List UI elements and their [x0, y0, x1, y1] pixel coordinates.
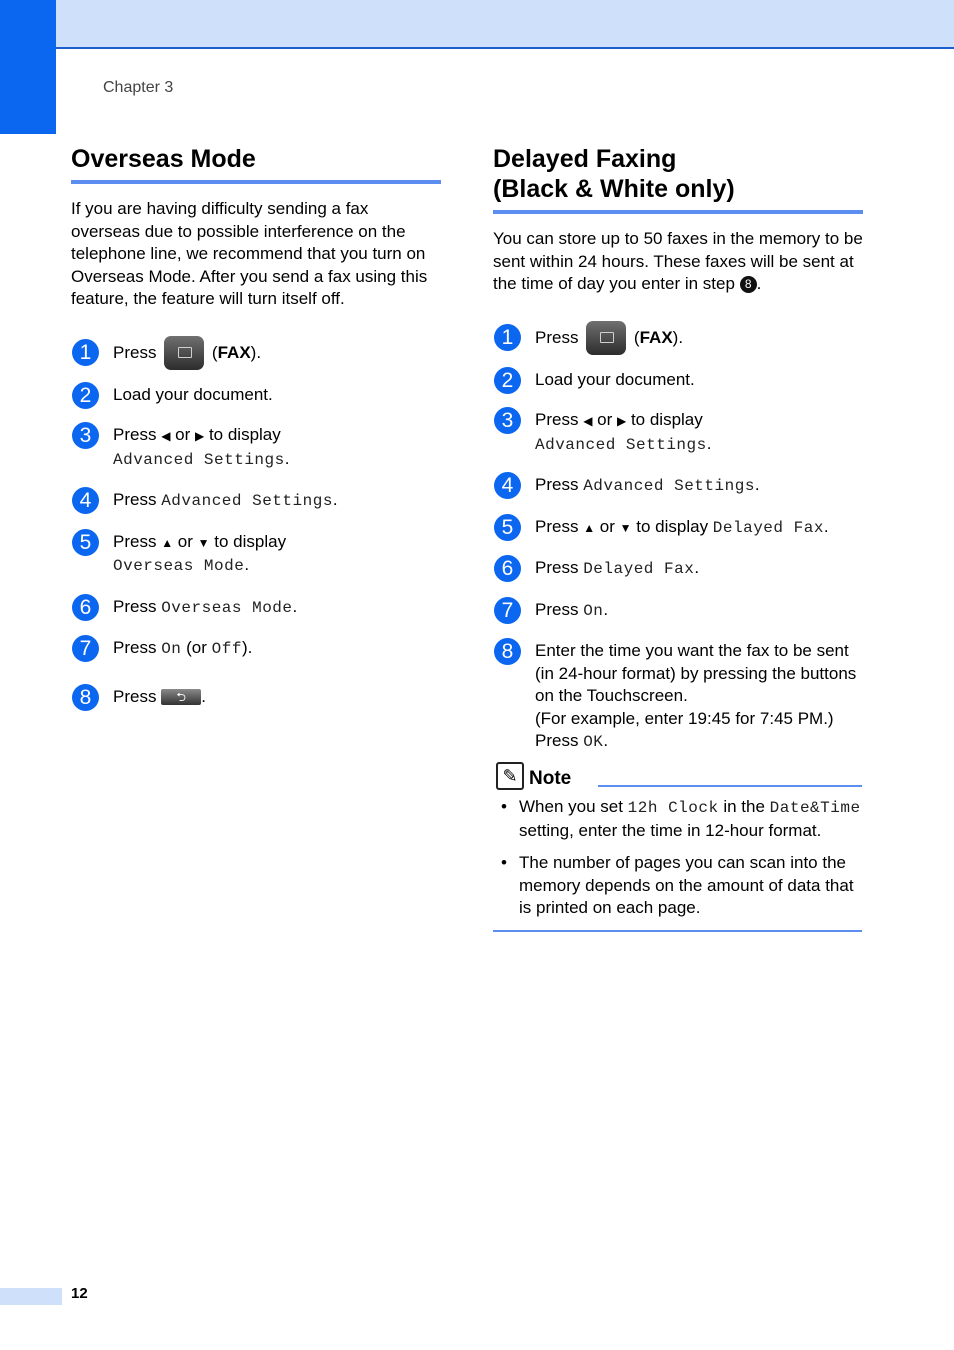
note-item: • When you set 12h Clock in the Date&Time setting, enter the time in 12-hour format. — [501, 797, 861, 840]
note-title: Note — [529, 768, 572, 789]
overseas-intro: If you are having difficulty sending a fax overseas due to possible interference on the telephone line, we recommend that you turn on Overseas Mode. After you send a fax using this feature, the feature will turn itself off. — [71, 199, 428, 308]
step-ref-badge: 8 — [740, 276, 757, 293]
left-arrow-icon: ◀ — [161, 429, 171, 443]
down-arrow-icon: ▼ — [619, 520, 632, 535]
step-2: 2 Load your document. — [493, 369, 863, 392]
delayed-faxing-section — [493, 144, 863, 754]
note-bottom-rule — [493, 930, 862, 932]
step-3: 3 Press ◀ or ▶ to display Advanced Settings. — [493, 409, 863, 456]
step-8: 8 Enter the time you want the fax to be sent (in 24-hour format) by pressing the buttons on the Touchscreen. (For example, enter 19:45 for 7:45 PM.) Press OK. — [493, 640, 863, 754]
step-7: 7 Press On. — [493, 599, 863, 623]
right-arrow-icon: ▶ — [616, 414, 627, 428]
fax-button-icon — [164, 336, 204, 370]
note-box — [493, 760, 862, 932]
down-arrow-icon: ▼ — [197, 535, 210, 550]
chapter-label: Chapter 3 — [103, 79, 174, 96]
note-pencil-icon: ✎ — [496, 762, 524, 790]
step-1: 1 Press (FAX). — [71, 335, 441, 371]
step-5: 5 Press ▲ or ▼ to display Delayed Fax. — [493, 516, 863, 540]
delayed-steps — [493, 320, 863, 754]
note-header — [493, 760, 862, 796]
chapter-tab — [0, 0, 56, 134]
step-1: 1 Press (FAX). — [493, 320, 863, 356]
section-title-overseas: Overseas Mode — [71, 145, 256, 173]
fax-button-icon — [586, 321, 626, 355]
overseas-mode-section — [71, 144, 441, 708]
step-2: 2 Load your document. — [71, 384, 441, 407]
up-arrow-icon: ▲ — [583, 520, 596, 535]
overseas-steps — [71, 335, 441, 709]
step-4: 4 Press Advanced Settings. — [71, 489, 441, 513]
title-rule — [71, 180, 441, 184]
header-band — [0, 0, 954, 49]
up-arrow-icon: ▲ — [161, 535, 174, 550]
step-4: 4 Press Advanced Settings. — [493, 474, 863, 498]
step-number: 1 — [72, 339, 99, 366]
step-3: 3 Press ◀ or ▶ to display Advanced Settings. — [71, 424, 441, 471]
step-5: 5 Press ▲ or ▼ to display Overseas Mode. — [71, 531, 441, 578]
note-item: • The number of pages you can scan into the memory depends on the amount of data that is printed on each page. — [501, 853, 854, 917]
menu-text: Advanced Settings — [113, 450, 285, 469]
step-6: 6 Press Overseas Mode. — [71, 596, 441, 620]
note-rule — [598, 785, 862, 787]
step-6: 6 Press Delayed Fax. — [493, 557, 863, 581]
right-arrow-icon: ▶ — [194, 429, 205, 443]
section-title-delayed: Delayed Faxing (Black & White only) — [493, 145, 735, 203]
step-7: 7 Press On (or Off). — [71, 637, 441, 661]
left-arrow-icon: ◀ — [583, 414, 593, 428]
delayed-intro: You can store up to 50 faxes in the memory to be sent within 24 hours. These faxes will be sent at the time of day you enter in step 8 . — [493, 229, 863, 293]
footer-band — [0, 1288, 62, 1305]
page-number: 12 — [71, 1285, 88, 1302]
title-rule — [493, 210, 863, 214]
step-8: 8 Press ⮌ . — [71, 686, 441, 709]
back-button-icon: ⮌ — [161, 689, 201, 705]
